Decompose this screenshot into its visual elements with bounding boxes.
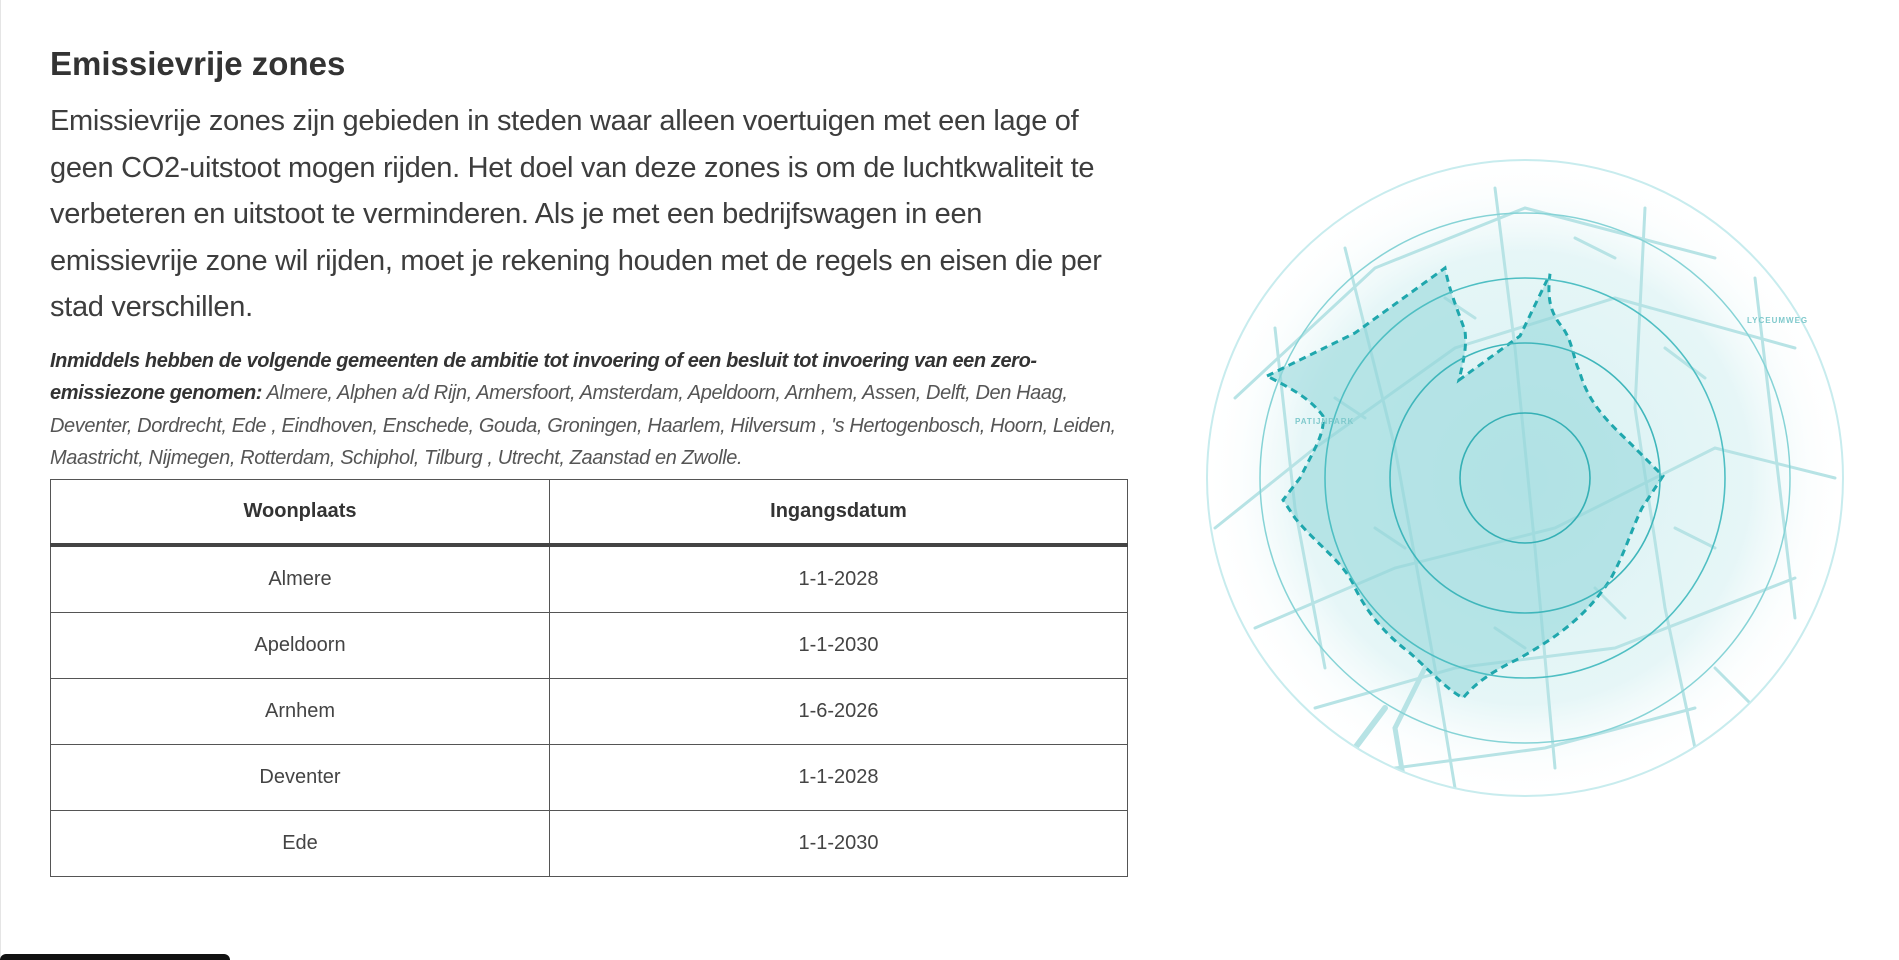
note-lead: Inmiddels hebben de volgende gemeenten de ambitie tot invoering of een besluit tot invoering van een zero-emissiezone genomen: (50, 349, 1037, 404)
table-row (51, 810, 1128, 876)
table-row (51, 744, 1128, 810)
cell-ingangsdatum: 1-1-2028 (550, 545, 1128, 613)
table-row (51, 545, 1128, 613)
intro-paragraph: Emissievrije zones zijn gebieden in steden waar alleen voertuigen met een lage of geen CO2-uitstoot mogen rijden. Het doel van deze zones is om de luchtkwaliteit te verbeteren en uitstoot te verminderen. Als je met een bedrijfswagen in een emissievrije zone wil rijden, moet je rekening houden met de regels en eisen die per stad verschillen. (50, 105, 1102, 323)
zone-map-svg (1195, 148, 1855, 808)
zones-table (50, 479, 1128, 877)
municipalities-note (50, 345, 1130, 475)
section-title: Emissievrije zones (50, 45, 346, 82)
table-header-row (51, 479, 1128, 545)
cell-woonplaats: Ede (51, 810, 550, 876)
cell-woonplaats: Apeldoorn (51, 612, 550, 678)
cell-ingangsdatum: 1-6-2026 (550, 678, 1128, 744)
cell-ingangsdatum: 1-1-2030 (550, 612, 1128, 678)
cell-ingangsdatum: 1-1-2030 (550, 810, 1128, 876)
zone-map-illustration (1195, 148, 1855, 808)
cell-ingangsdatum: 1-1-2028 (550, 744, 1128, 810)
cell-woonplaats: Deventer (51, 744, 550, 810)
header-woonplaats: Woonplaats (51, 479, 550, 545)
table-row (51, 612, 1128, 678)
header-ingangsdatum: Ingangsdatum (550, 479, 1128, 545)
map-label-lyceumweg: LYCEUMWEG (1747, 316, 1809, 325)
note-cities: Almere, Alphen a/d Rijn, Amersfoort, Amsterdam, Apeldoorn, Arnhem, Assen, Delft, Den Haag, Deventer, Dordrecht, Ede , Eindhoven, Enschede, Gouda, Groningen, Haarlem, Hilversum , 's Hertogenbosch, Hoorn, Leiden, Maastricht, Nijmegen, Rotterdam, Schiphol, Tilburg , Utrecht, Zaanstad en Zwolle. (50, 382, 1116, 469)
cell-woonplaats: Almere (51, 545, 550, 613)
page-edge (0, 0, 1, 960)
content-column (50, 40, 1130, 877)
map-label-patijnpark: PATIJNPARK (1295, 417, 1355, 426)
cell-woonplaats: Arnhem (51, 678, 550, 744)
bottom-bar (0, 954, 230, 960)
table-row (51, 678, 1128, 744)
